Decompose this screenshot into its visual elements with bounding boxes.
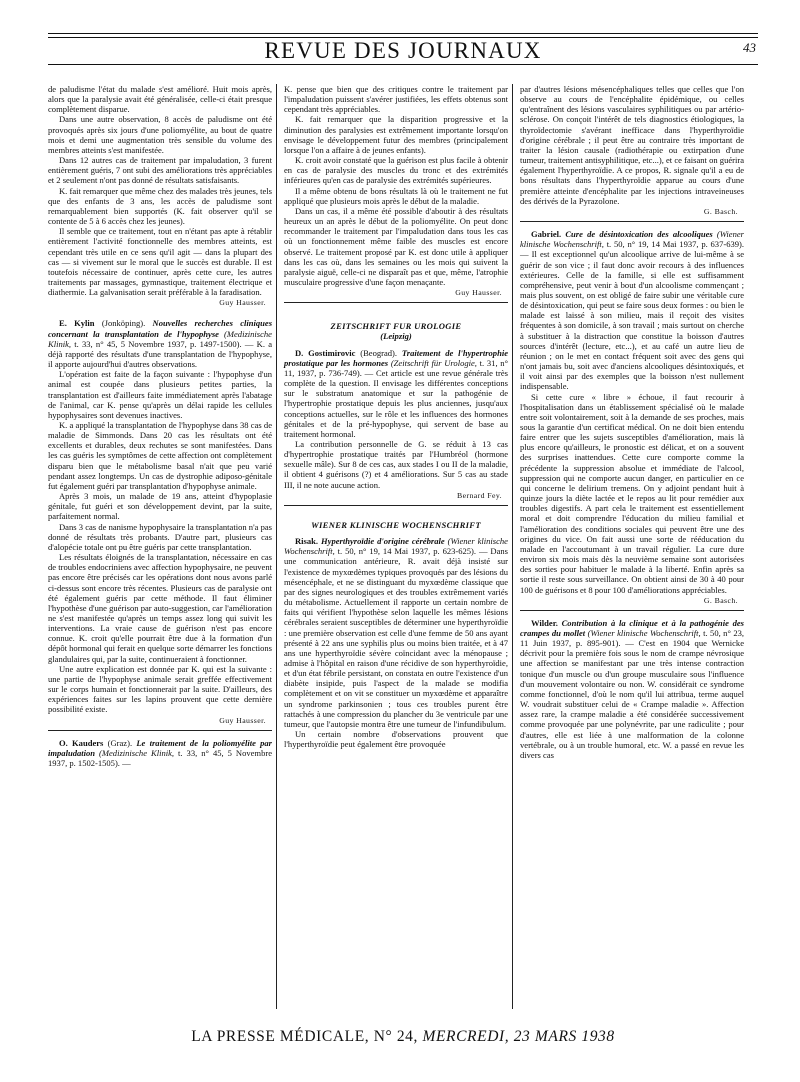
journal-city: (Leipzig) (380, 331, 412, 342)
paragraph: Une autre explication est donnée par K. qui est la suivante : une partie de l'hypophyse animale serait greffée effectivement sur le corps humain et fonctionnerait par la suite. D'ailleurs, des expériences faites sur les lapins prouvent que cette dernière possibilité existe. (48, 663, 272, 715)
article-journal-ref: (Medizinische Klinik, (48, 328, 272, 349)
paragraph: Il semble que ce traitement, tout en n'étant pas apte à rétablir entièrement l'activité fonctionnelle des membres atteints, est cependant très utile en ce sens qu'il agit — dans la plupart des cas — si vivement sur le moral que le succès est durable. Il est toutefois nécessaire de continuer, après cette cure, les autres traitements par massages, gymnastique, traitement électrique et diathermie. La galvanisation serait préférable à la faradisation. (48, 226, 272, 298)
article-author: O. Kauders (59, 737, 104, 748)
article-author: Gabriel. (531, 229, 562, 240)
paragraph: Un certain nombre d'observations prouvent que l'hyperthyroïdie peut également être provoquée (284, 729, 508, 750)
article-body: t. 33, n° 45, 5 Novembre 1937, p. 1502-1505). — (48, 747, 272, 768)
paragraph: Dans 12 autres cas de traitement par impaludation, 3 furent entièrement guéris, 7 ont subi des améliorations très appréciables et 2 seulement n'ont pas donné de résultats satisfaisants. (48, 155, 272, 186)
article-author: Wilder. (531, 617, 558, 628)
article-title: Le traitement de la poliomyélite par impaludation (48, 737, 272, 758)
paragraph: K. fait remarquer que même chez des malades très jeunes, tels que des enfants de 3 ans, les accès de paludisme sont remarquablement bien supportés (K. fait observer qu'il se contente de 5 à 6 accès chez les jeunes). (48, 185, 272, 227)
paragraph: La contribution personnelle de G. se réduit à 13 cas d'hypertrophie prostatique traités par l'Humbréol (hormone sexuelle mâle). Sur 8 de ces cas, aux stades I ou II de la maladie, il obtient 4 guérisons (?) et 4 améliorations. Sur 5 cas au stade III, il ne note aucune action. (284, 439, 508, 490)
article-body: t. 50, n° 19, 14 Mai 1937, p. 637-639). — Il est exceptionnel qu'un alcoolique arrive de lui-même à se guérir de son vice ; il faut donc avoir recours à des influences extérieures. Celle de la famille, si elle est suffisamment compréhensive, peut venir à bout d'un alcoolisme commençant ; mais plus souvent, on est obligé de faire subir une véritable cure de désintoxication, qui peut se faire sous deux formes : ou bien le malade est laissé à son milieu, mais il reçoit des visites fréquentes à son domicile, à son travail ; mais surtout on cherche à substituer à la distraction que constitue la boisson d'autres sources d'intérêt (lecture, etc...), et au café un autre lieu de réunion ; on le met en contact fréquent soit avec des gens qui n'ont jamais bu, soit avec d'anciens alcooliques désintoxiqués, et il voit ainsi par des exemples que la boisson n'est nullement indispensable. (520, 239, 745, 392)
paragraph: Dans 3 cas de nanisme hypophysaire la transplantation n'a pas donné de résultats très probants. D'autre part, plusieurs cas d'alopécie totale ont pu être guéris par cette transplantation. (48, 521, 272, 552)
signature: Guy Hausser. (219, 715, 266, 725)
paragraph: K. croit avoir constaté que la guérison est plus facile à obtenir en cas de paralysie des muscles du tronc et des extrémités inférieures qu'en cas de paralysie des extrémités supérieures. (284, 155, 508, 186)
journal-heading: ZEITSCHRIFT FUR UROLOGIE (330, 321, 462, 332)
article-divider (520, 610, 744, 611)
article-author: D. Gostimirovic (295, 347, 356, 358)
paragraph: Dans un cas, il a même été possible d'aboutir à des résultats heureux un an après le début de la poliomyélite. On peut donc recommander le traitement par l'impaludation dans tous les cas où un fonctionnement même faible des muscles est encore observé. Le traitement proposé par K. est donc utile à appliquer dans les cas où, dans les semaines ou les mois qui suivent la paralysie aiguë, celle-ci ne disparaît pas et que, même, l'atrophie musculaire progressive d'une façon menaçante. (284, 205, 508, 287)
paragraph: Dans une autre observation, 8 accès de paludisme ont été provoqués après six jours d'une poliomyélite, au bout de quatre mois et demi une augmentation très sensible du volume des membres atteints s'est manifestée. (48, 114, 272, 155)
paragraph: Après 3 mois, un malade de 19 ans, atteint d'hypoplasie génitale, fut guéri et son développement devint, par la suite, parfaitement normal. (48, 491, 272, 522)
column-divider-1 (276, 84, 277, 1009)
article-city: (Beograd). (355, 347, 402, 358)
article-body: t. 50, n° 23, 11 Juin 1937, p. 895-901). — C'est en 1904 que Wernicke décrivit pour la première fois sous le nom de crampe névrosique une affection se manifestant par une très intense contraction tonique d'un muscle ou d'un groupe musculaire sous l'influence d'un mouvement volontaire ou non. W. considérait ce syndrome comme fonctionnel, d'où le nom qu'il lui attribua, terme auquel W. voudrait substituer celui de « Crampe maladie ». Affection assez rare, la crampe maladie a été considérée successivement comme provoquée par une polynévrite, par une radiculite ; pour d'autres, elle est liée à une malformation de la colonne vertébrale, ou à un trouble humoral, etc. W. a passé en revue les divers cas (520, 627, 745, 760)
article-body: t. 31, n° 11, 1937, p. 736-749). — Cet article est une revue générale très complète de la question. Il envisage les différentes conceptions sur le substratum anatomique et sur la pathogénie de l'hypertrophie prostatique depuis les plus anciennes, jusqu'aux conceptions actuelles, sur le rôle et les influences des hormones génitales et de la pré-hypophyse, qui servent de base au traitement hormonal. (284, 357, 508, 439)
article-title: Contribution à la clinique et à la pathogénie des crampes du mollet (520, 617, 744, 638)
signature: G. Basch. (703, 595, 738, 605)
paragraph: K. pense que bien que des critiques contre le traitement par l'impaludation puissent s'avérer justifiées, les effets obtenus sont cependant très appréciables. (284, 84, 508, 115)
article-title: Hyperthyroïdie d'origine cérébrale (318, 536, 445, 547)
article-body: t. 50, n° 19, 14 Mai 1937, p. 623-625). — Dans une communication antérieure, R. avait déjà insisté sur l'existence de myxœdèmes typiques provoqués par des lésions du mésencéphale, et ne se distinguant du myxœdème classique que par des signes neurologiques et des troubles extrêmement variés du métabolisme. Actuellement il rapporte un certain nombre de faits qui vérifient l'hypothèse selon laquelle les mêmes lésions cérébrales seraient susceptibles de déterminer une hyperthyroïdie : une première observation est celle d'une femme de 50 ans ayant présenté à 22 ans une syphilis plus ou moins bien traitée, et à 47 ans une hyperthyroïdie sévère coïncidant avec la ménopause ; admise à l'hôpital en raison d'une récidive de son hyperthyroïdie, et d'un état fébrile persistant, on constata en outre l'existence d'un diabète insipide, puis l'aspect de la malade se modifia complètement et on vit se constituer un myxœdème et apparaître un syndrome parkinsonien ; tous ces troubles purent être rattachés à une compression du plancher du 3e ventricule par une tumeur, que l'autopsie montra être une tumeur de l'infundibulum. (284, 546, 508, 729)
signature: Bernard Fey. (457, 490, 502, 500)
article-journal-ref: (Zeitschrift für Urologie, (388, 357, 480, 368)
footer-publication: LA PRESSE MÉDICALE, N° 24, (191, 1028, 423, 1045)
paragraph: par d'autres lésions mésencéphaliques telles que celles que l'on observe au cours de l'encéphalite épidémique, ou celles qu'entraînent des lésions vasculaires syphilitiques ou par artério-sclérose. On conçoit l'intérêt de tels diagnostics étiologiques, la thyroïdectomie s'avérant inefficace dans l'hyperthyroïdie d'origine cérébrale ; il peut être au contraire très important de traiter la lésion causale (radiothérapie ou extirpation d'une tumeur, traitement antisyphilitique, etc...), et ce faisant on guérira également l'hyperthyroïdie. A ce propos, R. signale qu'il a eu de bons résultats dans l'hyperthyroïdie apparue au cours d'une première atteinte d'encéphalite par les injections intraveineuses des dérivés de la Pyrazolone. (520, 84, 744, 206)
section-divider (284, 505, 508, 506)
article-title: Traitement de l'hypertrophie prostatique par les hormones (284, 347, 508, 368)
article-journal-ref: (Wiener klinische Wochenschrift, (585, 627, 704, 638)
signature: Guy Hausser. (219, 298, 266, 308)
column-divider-2 (512, 84, 513, 1009)
article-divider (520, 221, 744, 222)
header-rule-top (48, 33, 758, 34)
article-heading-gostimirovic (284, 348, 508, 439)
paragraph: Les résultats éloignés de la transplantation, nécessaire en cas de troubles endocriniens avec affection hypophysaire, ne peuvent pas encore être précisés car les opérations dont nous avons parlé ci-dessus sont encore très récentes. Plusieurs cas de paralysie ont été également guéris par cette méthode. Il faut éliminer l'hypothèse d'une guérison par auto-suggestion, car l'amélioration ne s'est manifestée qu'après un temps assez long qui suivit les interventions. La vraie cause de guérison n'est pas encore connue. K. croit qu'elle pourrait être due à la formation d'un dépôt hormonal qui ferait en quelque sorte démarrer les fonctions glandulaires qui, par la suite, continueraient à fonctionner. (48, 552, 272, 664)
article-heading-kauders (48, 738, 272, 768)
page-footer (48, 1028, 758, 1046)
column-3 (520, 84, 744, 760)
article-heading-gabriel (520, 229, 744, 392)
article-heading-risak (284, 536, 508, 729)
paragraph: Il a même obtenu de bons résultats là où le traitement ne fut appliqué que plusieurs mois après le début de la maladie. (284, 185, 508, 206)
article-heading-kylin (48, 318, 272, 369)
section-divider (284, 302, 508, 303)
article-title: Nouvelles recherches cliniques concernant la transplantation de l'hypophyse (48, 318, 273, 339)
paragraph: L'opération est faite de la façon suivante : l'hypophyse d'un animal est coupée dans plusieurs petites parties, la transplantation est d'ailleurs faite immédiatement après l'abatage de l'animal, car K. pense qu'après un délai rapide les cellules hypophysaires sont devenues inactives. (48, 369, 272, 420)
page-number: 43 (743, 40, 756, 55)
article-city: (Jonköping). (94, 318, 153, 329)
article-divider (48, 730, 272, 731)
article-journal-ref: (Wiener klinische Wochenschrift, (520, 229, 744, 250)
page-header-title: REVUE DES JOURNAUX (264, 38, 542, 63)
article-body: t. 33, n° 45, 5 Novembre 1937, p. 1497-1500). — K. a déjà rapporté des résultats d'une transplantation de l'hypophyse, il apporte aujourd'hui d'autres observations. (48, 338, 272, 370)
footer-date: MERCREDI, 23 MARS 1938 (422, 1028, 615, 1045)
paragraph: de paludisme l'état du malade s'est amélioré. Huit mois après, alors que la paralysie avait été généralisée, celle-ci était presque complètement disparue. (48, 84, 272, 115)
header-rule-bottom (48, 64, 758, 65)
column-1 (48, 84, 272, 768)
article-journal-ref: (Medizinische Klinik, (95, 747, 179, 758)
article-title: Cure de désintoxication des alcooliques (561, 229, 713, 240)
article-author: E. Kylin (59, 318, 95, 329)
journal-heading: WIENER KLINISCHE WOCHENSCHRIFT (311, 519, 481, 530)
signature: Guy Hausser. (455, 288, 502, 298)
article-journal-ref: (Wiener klinische Wochenschrift, (284, 536, 508, 557)
signature: G. Basch. (703, 206, 738, 216)
article-author: Risak. (295, 536, 319, 547)
article-heading-wilder (520, 618, 744, 760)
column-2 (284, 84, 508, 749)
paragraph: K. a appliqué la transplantation de l'hypophyse dans 38 cas de maladie de Simmonds. Dans 20 cas les résultats ont été excellents et durables, deux rechutes se sont manifestées. Dans les cas guéris les symptômes de cette affection ont complètement disparu bien que le métabolisme basal n'ait que peu varié pendant assez longtemps. Un cas de dystrophie adiposo-génitale fut également guéri par transplantation d'hypophyse animale. (48, 420, 272, 491)
paragraph: Si cette cure « libre » échoue, il faut recourir à l'hospitalisation dans un établissement spécialisé où le malade entre soit volontairement, soit à la demande de ses proches, mais sous la garantie d'un certificat médical. On ne doit bien entendu faire entrer que les sujets susceptibles d'amélioration, mais là plus encore qu'ailleurs, le pronostic est délicat, et on a souvent des surprises inattendues. Cette cure comporte comme la précédente la suppression absolue et immédiate de l'alcool, suppression qui ne comporte aucun danger, en particulier en ce qui concerne le delirium tremens. On y adjoint pendant huit à quinze jours la diète lactée et le repos au lit pour remédier aux troubles digestifs. A part cela le traitement est essentiellement moral et doit comprendre l'éducation du milieu familial et l'amélioration des conditions sociales qui peuvent être une des origines du vice. On fait aussi une sorte de rééducation du malade en l'accoutumant à un travail régulier. La cure dure environ six mois mais dès la neuvième semaine sont autorisées des sorties pour habituer le malade à la liberté. Enfin après sa sortie il reste sous surveillance. On obtient ainsi de 30 à 40 pour 100 de guérisons et 8 pour 100 d'améliorations appréciables. (520, 391, 744, 595)
paragraph: K. fait remarquer que la disparition progressive et la diminution des paralysies est extrêmement importante lorsqu'on envisage le développement futur des membres (principalement lorsque l'on a affaire à de jeunes enfants). (284, 114, 508, 155)
article-city: (Graz). (103, 737, 137, 748)
